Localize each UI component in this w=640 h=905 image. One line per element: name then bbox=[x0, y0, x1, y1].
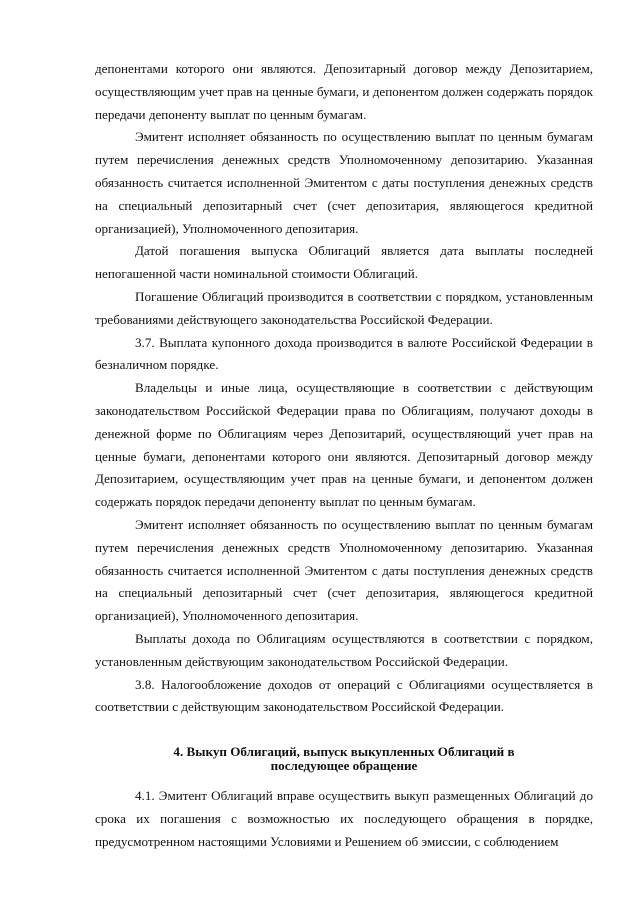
paragraph-4-1: 4.1. Эмитент Облигаций вправе осуществить выкуп размещенных Облигаций до срока их погашения с возможностью их последующего обращения в порядке, предусмотренном настоящими Условиями и Решением об эмиссии, с соблюдением bbox=[95, 788, 593, 849]
paragraph-3-8: 3.8. Налогообложение доходов от операций с Облигациями осуществляется в соответствии с действующим законодательством Российской Федерации. bbox=[95, 676, 593, 715]
paragraph-redemption-procedure: Погашение Облигаций производится в соответствии с порядком, установленным требованиями действующего законодательства Российской Федерации. bbox=[95, 288, 593, 327]
section-heading-line1: 4. Выкуп Облигаций, выпуск выкупленных Облигаций в bbox=[173, 744, 515, 760]
paragraph-redemption-date: Датой погашения выпуска Облигаций является дата выплаты последней непогашенной части номинальной стоимости Облигаций. bbox=[95, 243, 593, 282]
paragraph-income-payments: Выплаты дохода по Облигациям осуществляются в соответствии с порядком, установленным действующим законодательством Российской Федерации. bbox=[95, 630, 593, 669]
paragraph-owners-income: Владельцы и иные лица, осуществляющие в соответствии с действующим законодательством Российской Федерации права по Облигациям, получают доходы в денежной форме по Облигациям через Депозитарий, осуществляющий учет прав на ценные бумаги, депонентами которого они являются. Депозитарный договор между Депозитарием, осуществляющим учет прав на ценные бумаги, и депонентом должен содержать порядок передачи депоненту выплат по ценным бумагам. bbox=[95, 380, 593, 510]
paragraph-issuer-obligation: Эмитент исполняет обязанность по осуществлению выплат по ценным бумагам путем перечисления денежных средств Уполномоченному депозитарию. Указанная обязанность считается исполненной Эмитентом с даты поступления денежных средств на специальный депозитарный счет (счет депозитария, являющегося кредитной организацией), Уполномоченного депозитария. bbox=[95, 129, 593, 236]
section-heading-line2: последующее обращение bbox=[270, 758, 418, 774]
paragraph-continuation: депонентами которого они являются. Депозитарный договор между Депозитарием, осуществляющим учет прав на ценные бумаги, и депонентом должен содержать порядок передачи депоненту выплат по ценным бумагам. bbox=[95, 61, 593, 122]
section-heading bbox=[95, 745, 593, 773]
document-page bbox=[95, 58, 593, 854]
paragraph-3-7: 3.7. Выплата купонного дохода производится в валюте Российской Федерации в безналичном порядке. bbox=[95, 334, 593, 373]
paragraph-issuer-obligation-2: Эмитент исполняет обязанность по осуществлению выплат по ценным бумагам путем перечисления денежных средств Уполномоченному депозитарию. Указанная обязанность считается исполненной Эмитентом с даты поступления денежных средств на специальный депозитарный счет (счет депозитария, являющегося кредитной организацией), Уполномоченного депозитария. bbox=[95, 516, 593, 624]
